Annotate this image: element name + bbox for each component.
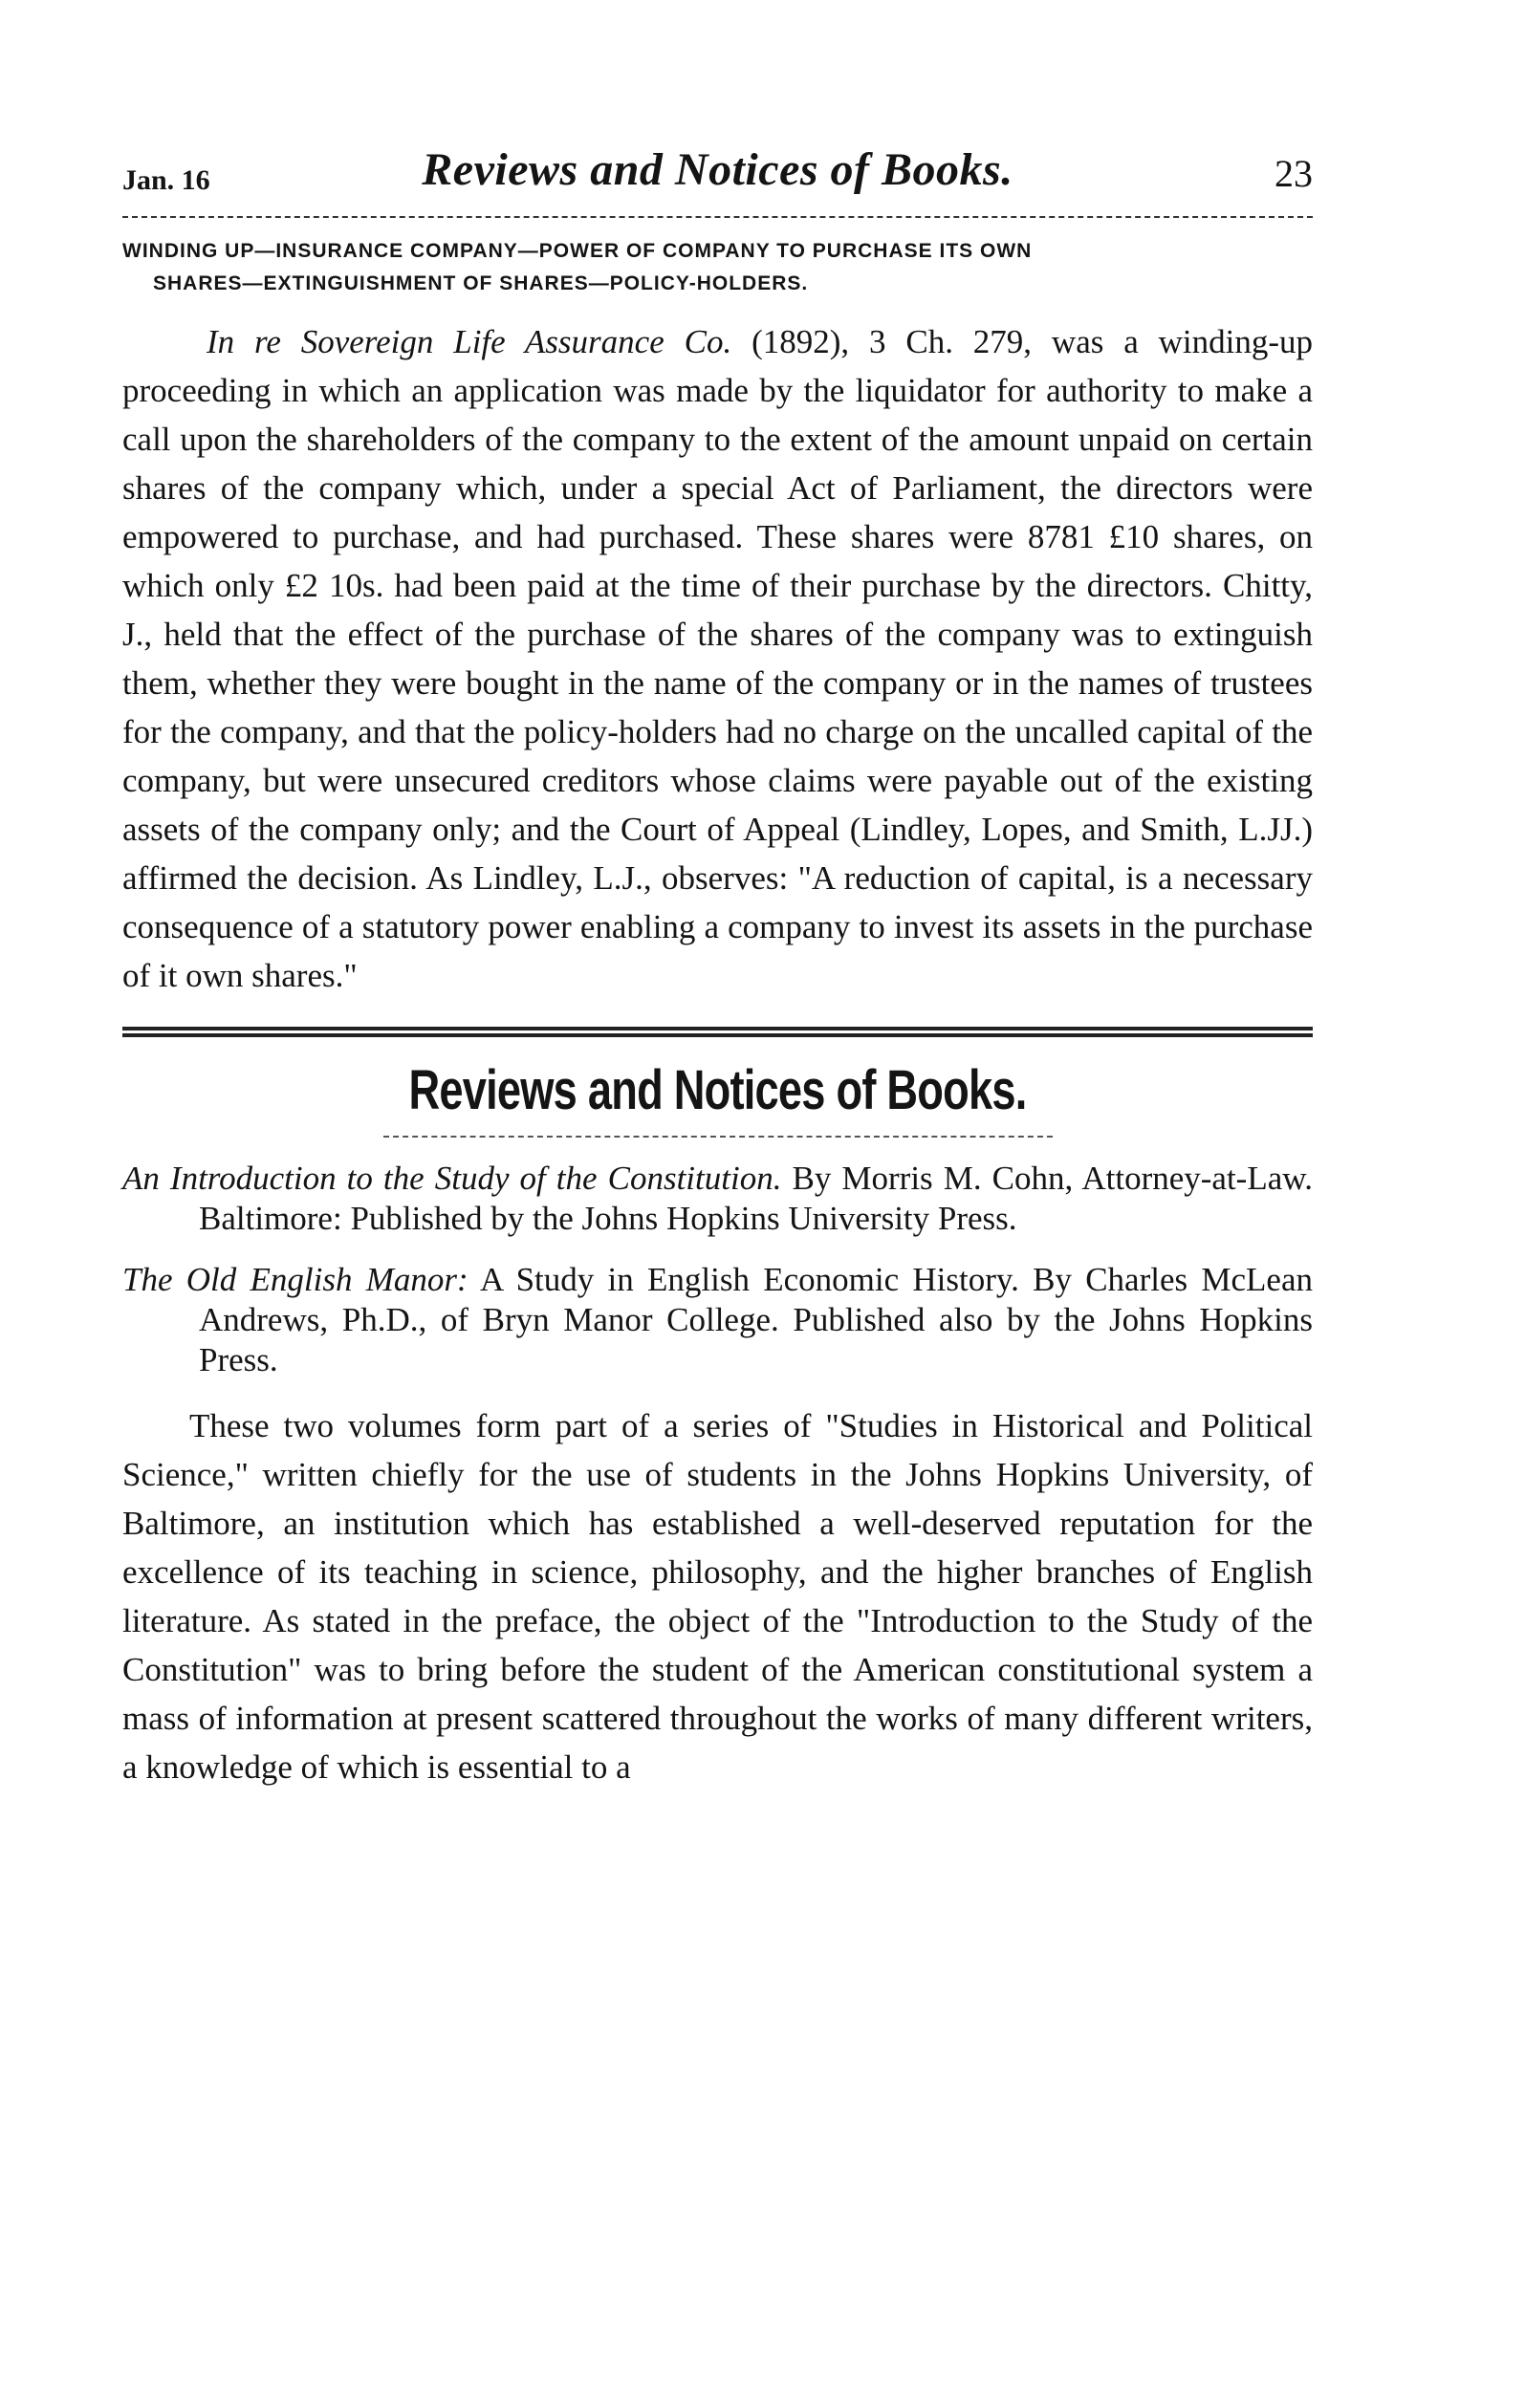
book-entry — [122, 1260, 1313, 1380]
case-paragraph — [122, 317, 1313, 1000]
headnote-line-2: SHARES—EXTINGUISHMENT OF SHARES—POLICY-HOLDERS. — [153, 272, 809, 294]
title-divider — [383, 1136, 1053, 1138]
book-title: The Old English Manor: — [122, 1261, 468, 1298]
case-text: (1892), 3 Ch. 279, was a winding-up proceeding in which an application was made by the liquidator for authority to make a call upon the shareholders of the company to the extent of the amount unpaid on certain shares of the company which, under a special Act of Parliament, the directors were empowered to purchase, and had purchased. These shares were 8781 £10 shares, on which only £2 10s. had been paid at the time of their purchase by the directors. Chitty, J., held that the effect of the purchase of the shares of the company was to extinguish them, whether they were bought in the name of the company or in the names of trustees for the company, and that the policy-holders had no charge on the uncalled capital of the company, but were unsecured creditors whose claims were payable out of the existing assets of the company only; and the Court of Appeal (Lindley, Lopes, and Smith, L.JJ.) affirmed the decision. As Lindley, L.J., observes: "A reduction of capital, is a necessary consequence of a statutory power enabling a company to invest its assets in the purchase of it own shares." — [122, 323, 1313, 994]
book-details: By Morris M. Cohn, Attorney-at-Law. Baltimore: Published by the Johns Hopkins University Press. — [199, 1160, 1313, 1237]
section-divider — [122, 1027, 1313, 1037]
review-paragraph: These two volumes form part of a series of "Studies in Historical and Political Science," written chiefly for the use of students in the Johns Hopkins University, of Baltimore, an institution which has established a well-deserved reputation for the excellence of its teaching in science, philosophy, and the higher branches of English literature. As stated in the preface, the object of the "Introduction to the Study of the Constitution" was to bring before the student of the American constitutional system a mass of information at present scattered throughout the works of many different writers, a knowledge of which is essential to a — [122, 1407, 1313, 1786]
page-number: 23 — [1274, 152, 1313, 195]
book-entry — [122, 1159, 1313, 1239]
case-headnote — [122, 235, 1313, 300]
running-head-date: Jan. 16 — [122, 164, 210, 196]
headnote-line-1: WINDING UP—INSURANCE COMPANY—POWER OF COMPANY TO PURCHASE ITS OWN — [122, 240, 1033, 262]
header-divider — [122, 216, 1313, 218]
case-name: In re Sovereign Life Assurance Co. — [207, 323, 732, 360]
running-head-title: Reviews and Notices of Books. — [422, 144, 1013, 195]
book-details: A Study in English Economic History. By Charles McLean Andrews, Ph.D., of Bryn Manor College. Published also by the Johns Hopkins Press. — [199, 1261, 1313, 1378]
running-head — [122, 143, 1313, 210]
journal-page — [122, 143, 1313, 1791]
section-title: Reviews and Notices of Books. — [408, 1059, 1027, 1121]
book-title: An Introduction to the Study of the Constitution. — [122, 1160, 782, 1197]
